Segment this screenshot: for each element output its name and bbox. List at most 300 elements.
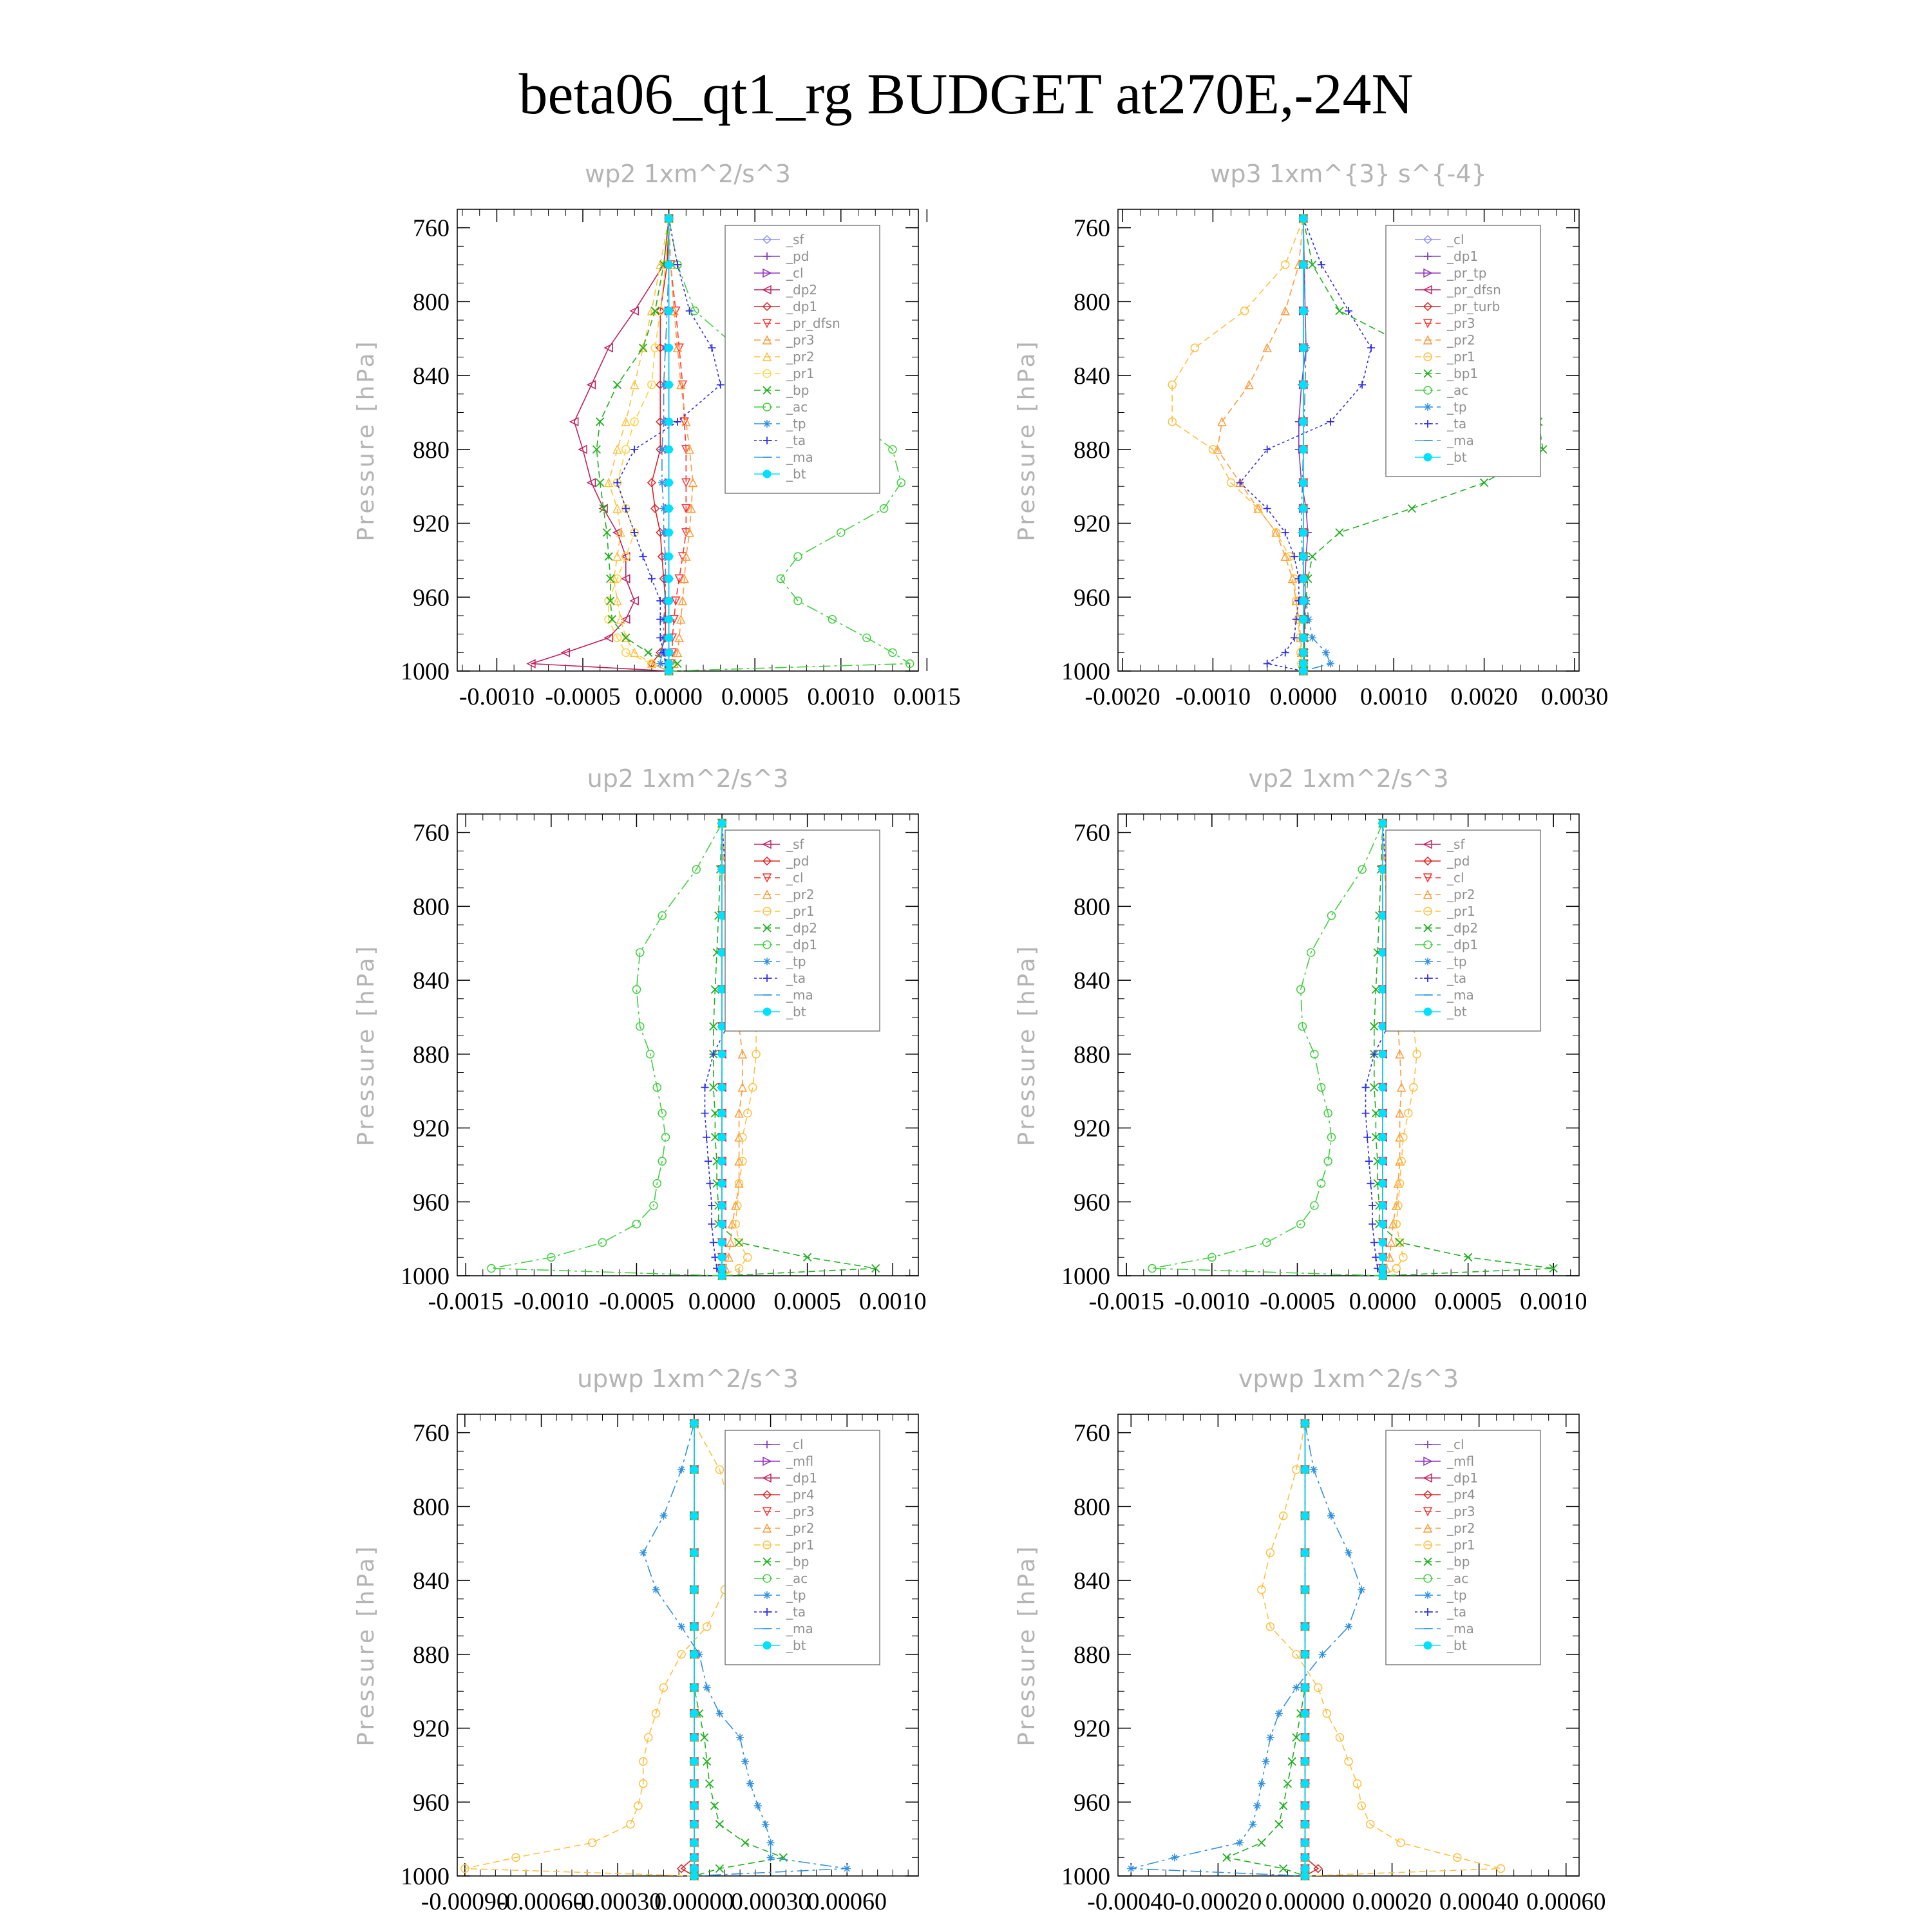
y-tick-label: 1000 bbox=[401, 1263, 450, 1290]
x-tick-label: 0.0005 bbox=[721, 683, 789, 710]
marker bbox=[1379, 949, 1387, 956]
marker bbox=[1249, 1821, 1256, 1828]
marker bbox=[1318, 1180, 1325, 1188]
marker bbox=[1497, 1865, 1504, 1873]
legend-label: _pr4 bbox=[786, 1487, 815, 1502]
marker bbox=[1362, 1083, 1370, 1091]
marker bbox=[1280, 1865, 1287, 1873]
x-tick-label: 0.00020 bbox=[1352, 1888, 1432, 1915]
marker bbox=[1301, 1651, 1309, 1658]
legend bbox=[1386, 1430, 1540, 1665]
y-axis-label: Pressure [hPa] bbox=[353, 339, 379, 542]
marker bbox=[706, 1780, 714, 1788]
marker bbox=[1275, 1821, 1283, 1828]
marker bbox=[1266, 1734, 1274, 1741]
legend-label: _pr_dfsn bbox=[1447, 282, 1501, 298]
legend-label: _bt bbox=[786, 466, 806, 482]
marker bbox=[1396, 1238, 1404, 1246]
marker bbox=[718, 1220, 726, 1228]
x-tick-label: -0.0010 bbox=[1174, 1288, 1250, 1315]
marker bbox=[703, 1133, 710, 1141]
x-tick-label: 0.00000 bbox=[1265, 1888, 1345, 1915]
marker bbox=[1171, 1853, 1179, 1861]
series-line bbox=[1172, 218, 1303, 671]
marker bbox=[1300, 597, 1307, 605]
legend bbox=[1386, 225, 1540, 477]
legend-label: _bt bbox=[1447, 1638, 1467, 1653]
marker bbox=[1379, 1133, 1387, 1141]
marker bbox=[622, 634, 630, 641]
x-tick-label: 0.0020 bbox=[1450, 683, 1518, 710]
x-tick-label: -0.0010 bbox=[459, 683, 535, 710]
y-tick-label: 960 bbox=[413, 584, 450, 612]
marker bbox=[1301, 1419, 1309, 1427]
y-tick-label: 1000 bbox=[401, 1863, 450, 1890]
series-line bbox=[1131, 1423, 1361, 1876]
y-tick-label: 760 bbox=[413, 214, 450, 242]
y-tick-label: 880 bbox=[1074, 1041, 1110, 1068]
marker bbox=[741, 1839, 749, 1846]
marker bbox=[1424, 403, 1432, 411]
x-tick-label: 0.0010 bbox=[1519, 1288, 1587, 1315]
legend-label: _ac bbox=[1447, 1571, 1469, 1586]
marker bbox=[1282, 649, 1289, 656]
marker bbox=[645, 649, 652, 656]
marker bbox=[1301, 1757, 1309, 1765]
marker bbox=[1345, 1757, 1352, 1765]
marker bbox=[1293, 1683, 1300, 1691]
marker bbox=[804, 1253, 811, 1261]
x-tick-label: 0.0000 bbox=[688, 1288, 756, 1315]
legend-label: _tp bbox=[786, 954, 806, 969]
series-dp2 bbox=[527, 214, 673, 675]
marker bbox=[746, 1780, 754, 1788]
marker bbox=[767, 1839, 775, 1846]
y-tick-label: 880 bbox=[413, 1641, 450, 1669]
legend-label: _ta bbox=[786, 971, 806, 986]
marker bbox=[665, 418, 673, 426]
marker bbox=[718, 819, 726, 827]
marker bbox=[690, 1821, 698, 1828]
marker bbox=[639, 1549, 647, 1557]
y-tick-label: 920 bbox=[413, 1715, 450, 1743]
marker bbox=[843, 1865, 851, 1873]
panel-title: wp3 1xm^{3} s^{-4} bbox=[1210, 160, 1487, 188]
legend-label: _ta bbox=[786, 433, 806, 448]
marker bbox=[1262, 1757, 1270, 1765]
marker bbox=[690, 1865, 698, 1873]
series-line bbox=[1152, 823, 1383, 1276]
series-bt bbox=[1301, 1419, 1309, 1880]
marker bbox=[718, 866, 726, 873]
legend-label: _pr_tp bbox=[1447, 265, 1487, 281]
x-tick-label: 0.0000 bbox=[1349, 1288, 1417, 1315]
marker bbox=[718, 1202, 726, 1209]
marker bbox=[1327, 1512, 1335, 1520]
chart-panel-2 bbox=[1014, 160, 1608, 710]
marker bbox=[665, 616, 673, 623]
legend-label: _pr2 bbox=[1447, 1520, 1475, 1536]
marker bbox=[763, 1642, 771, 1649]
marker bbox=[1311, 1050, 1318, 1058]
y-tick-label: 880 bbox=[1074, 436, 1110, 464]
marker bbox=[1282, 529, 1289, 536]
legend-label: _bt bbox=[1447, 1004, 1467, 1019]
marker bbox=[1322, 649, 1330, 656]
marker bbox=[1300, 478, 1307, 486]
x-tick-label: 0.0010 bbox=[807, 683, 875, 710]
legend-label: _tp bbox=[1447, 399, 1467, 415]
marker bbox=[1301, 1802, 1309, 1810]
marker bbox=[1379, 1238, 1387, 1246]
marker bbox=[1424, 1642, 1432, 1649]
series-line bbox=[465, 1423, 745, 1876]
y-tick-label: 760 bbox=[413, 1419, 450, 1447]
legend-label: _dp2 bbox=[786, 282, 818, 298]
legend-label: _bp bbox=[1447, 1554, 1470, 1569]
x-tick-label: -0.0015 bbox=[1088, 1288, 1164, 1315]
marker bbox=[1300, 307, 1307, 315]
marker bbox=[701, 1734, 708, 1741]
legend bbox=[725, 1430, 880, 1665]
marker bbox=[1379, 1023, 1387, 1030]
legend-label: _pr2 bbox=[1447, 332, 1475, 348]
legend-label: _pd bbox=[786, 249, 810, 264]
series-bp bbox=[592, 214, 681, 675]
marker bbox=[1318, 261, 1325, 269]
marker bbox=[1424, 958, 1432, 965]
marker bbox=[1300, 344, 1307, 352]
marker bbox=[710, 1238, 717, 1246]
y-tick-label: 960 bbox=[413, 1189, 450, 1217]
y-tick-label: 760 bbox=[1074, 819, 1110, 847]
marker bbox=[665, 660, 673, 668]
legend-label: _cl bbox=[786, 265, 804, 281]
marker bbox=[1258, 1839, 1265, 1846]
y-tick-label: 1000 bbox=[1061, 1263, 1110, 1290]
y-axis-label: Pressure [hPa] bbox=[1014, 1544, 1040, 1747]
marker bbox=[1300, 553, 1307, 560]
marker bbox=[1379, 1110, 1387, 1117]
marker bbox=[718, 949, 726, 956]
series-tp bbox=[1127, 1419, 1365, 1880]
marker bbox=[1327, 418, 1334, 426]
y-tick-label: 960 bbox=[1074, 1189, 1110, 1217]
marker bbox=[1379, 1083, 1387, 1091]
marker bbox=[659, 1683, 667, 1691]
marker bbox=[706, 1180, 714, 1188]
x-tick-label: -0.0005 bbox=[1259, 1288, 1336, 1315]
series-pr2 bbox=[1213, 214, 1307, 675]
legend-label: _pr1 bbox=[786, 366, 815, 381]
y-tick-label: 840 bbox=[1074, 967, 1110, 995]
marker bbox=[762, 1821, 770, 1828]
legend-label: _dp1 bbox=[786, 937, 818, 952]
marker bbox=[665, 478, 673, 486]
x-tick-label: -0.00040 bbox=[1087, 1888, 1175, 1915]
legend-label: _ac bbox=[1447, 383, 1469, 398]
marker bbox=[690, 1512, 698, 1520]
x-tick-label: 0.00040 bbox=[1439, 1888, 1519, 1915]
marker bbox=[1191, 344, 1198, 352]
legend-label: _ma bbox=[786, 987, 813, 1003]
marker bbox=[690, 1757, 698, 1765]
marker bbox=[1300, 575, 1307, 583]
marker bbox=[1301, 1512, 1309, 1520]
marker bbox=[659, 1512, 667, 1520]
legend-label: _dp1 bbox=[1447, 937, 1479, 952]
marker bbox=[708, 1202, 715, 1209]
marker bbox=[1241, 307, 1249, 315]
marker bbox=[1301, 1839, 1309, 1846]
marker bbox=[741, 1757, 749, 1765]
marker bbox=[1379, 1050, 1387, 1058]
marker bbox=[665, 667, 673, 675]
series-line bbox=[1217, 218, 1303, 671]
legend-label: _ta bbox=[1447, 416, 1467, 431]
marker bbox=[622, 649, 630, 656]
legend-label: _pr1 bbox=[1447, 349, 1475, 365]
marker bbox=[1264, 505, 1271, 513]
x-tick-label: 0.0005 bbox=[1434, 1288, 1502, 1315]
marker bbox=[677, 1623, 685, 1631]
marker bbox=[1464, 1253, 1472, 1261]
marker bbox=[665, 344, 673, 352]
marker bbox=[718, 1157, 726, 1165]
marker bbox=[1345, 1549, 1352, 1557]
legend-label: _pr2 bbox=[1447, 887, 1475, 902]
marker bbox=[665, 446, 673, 453]
legend-label: _tp bbox=[1447, 954, 1467, 969]
marker bbox=[1301, 1549, 1309, 1557]
marker bbox=[1291, 553, 1298, 560]
marker bbox=[690, 1802, 698, 1810]
y-tick-label: 960 bbox=[413, 1789, 450, 1817]
marker bbox=[634, 1802, 642, 1810]
marker bbox=[718, 1180, 726, 1188]
marker bbox=[632, 1220, 640, 1228]
marker bbox=[1301, 1734, 1309, 1741]
y-tick-label: 1000 bbox=[401, 658, 450, 685]
marker bbox=[1301, 1623, 1309, 1631]
marker bbox=[705, 1157, 712, 1165]
legend-label: _ta bbox=[1447, 971, 1467, 986]
x-tick-label: -0.0005 bbox=[545, 683, 621, 710]
legend-label: _ma bbox=[786, 1621, 813, 1636]
y-tick-label: 760 bbox=[1074, 214, 1110, 242]
marker bbox=[1288, 1757, 1296, 1765]
marker bbox=[690, 1734, 698, 1741]
series-pr4 bbox=[677, 1419, 698, 1880]
legend-label: _cl bbox=[1447, 232, 1464, 247]
figure-title: beta06_qt1_rg BUDGET at270E,-24N bbox=[518, 62, 1414, 126]
marker bbox=[718, 1050, 726, 1058]
series-pr3 bbox=[665, 214, 697, 675]
marker bbox=[1370, 1238, 1378, 1246]
x-tick-label: -0.00030 bbox=[574, 1888, 662, 1915]
x-tick-label: -0.00090 bbox=[421, 1888, 509, 1915]
marker bbox=[1300, 616, 1307, 623]
panel-title: vpwp 1xm^2/s^3 bbox=[1238, 1365, 1459, 1393]
marker bbox=[665, 381, 673, 388]
marker bbox=[613, 381, 621, 388]
marker bbox=[1301, 1865, 1309, 1873]
marker bbox=[718, 1023, 726, 1030]
legend-label: _tp bbox=[1447, 1587, 1467, 1603]
y-axis-label: Pressure [hPa] bbox=[1014, 339, 1040, 542]
panel-title: vp2 1xm^2/s^3 bbox=[1248, 764, 1449, 793]
marker bbox=[589, 1839, 596, 1846]
marker bbox=[794, 553, 802, 560]
marker bbox=[1358, 1586, 1365, 1593]
y-tick-label: 920 bbox=[1074, 1115, 1110, 1142]
marker bbox=[1424, 1008, 1432, 1016]
marker bbox=[656, 616, 664, 623]
legend-label: _cl bbox=[786, 870, 804, 886]
marker bbox=[1300, 446, 1307, 453]
marker bbox=[677, 1466, 685, 1473]
y-tick-label: 1000 bbox=[1061, 1863, 1110, 1890]
legend-label: _ta bbox=[786, 1604, 806, 1620]
marker bbox=[1314, 1683, 1322, 1691]
marker bbox=[652, 1586, 660, 1593]
legend-label: _ac bbox=[786, 399, 808, 415]
legend-label: _bt bbox=[1447, 450, 1467, 465]
marker bbox=[1309, 261, 1316, 269]
y-tick-label: 840 bbox=[413, 967, 450, 995]
legend-label: _ma bbox=[1447, 1621, 1474, 1636]
legend-label: _ma bbox=[1447, 987, 1474, 1003]
marker bbox=[718, 1272, 726, 1280]
x-tick-label: -0.0010 bbox=[1175, 683, 1251, 710]
series-line bbox=[1227, 1423, 1305, 1876]
marker bbox=[1300, 529, 1307, 536]
marker bbox=[1424, 453, 1432, 461]
x-tick-label: 0.00000 bbox=[654, 1888, 734, 1915]
panel-title: up2 1xm^2/s^3 bbox=[587, 764, 789, 793]
legend-label: _cl bbox=[1447, 1437, 1464, 1452]
legend-label: _pr3 bbox=[1447, 316, 1475, 331]
x-tick-label: 0.00060 bbox=[807, 1888, 887, 1915]
marker bbox=[1397, 1839, 1405, 1846]
legend-label: _bt bbox=[786, 1638, 806, 1653]
y-tick-label: 840 bbox=[1074, 1567, 1110, 1595]
marker bbox=[690, 1466, 698, 1473]
marker bbox=[1379, 866, 1387, 873]
legend-label: _pr3 bbox=[786, 1504, 815, 1519]
marker bbox=[1301, 1710, 1309, 1718]
legend-label: _dp1 bbox=[786, 1470, 818, 1486]
marker bbox=[1264, 660, 1271, 668]
marker bbox=[690, 1853, 698, 1861]
marker bbox=[1336, 529, 1343, 536]
y-axis-label: Pressure [hPa] bbox=[353, 943, 379, 1146]
marker bbox=[690, 1683, 698, 1691]
y-tick-label: 920 bbox=[1074, 1715, 1110, 1743]
y-tick-label: 880 bbox=[1074, 1641, 1110, 1669]
series-pr1 bbox=[1168, 214, 1307, 675]
marker bbox=[1368, 1202, 1376, 1209]
legend-label: _pr3 bbox=[1447, 1504, 1475, 1519]
marker bbox=[1275, 1710, 1283, 1718]
marker bbox=[665, 307, 673, 315]
y-tick-label: 760 bbox=[413, 819, 450, 847]
legend-label: _tp bbox=[786, 416, 806, 431]
marker bbox=[1481, 478, 1488, 486]
marker bbox=[1301, 1872, 1309, 1880]
y-tick-label: 840 bbox=[413, 363, 450, 390]
marker bbox=[763, 1008, 771, 1016]
marker bbox=[718, 1253, 726, 1261]
legend-label: _pr_dfsn bbox=[786, 316, 840, 331]
marker bbox=[690, 1651, 698, 1658]
marker bbox=[1311, 1202, 1318, 1209]
series-pr1 bbox=[461, 1419, 749, 1880]
legend-label: _dp1 bbox=[786, 299, 818, 314]
marker bbox=[1345, 1623, 1352, 1631]
legend-label: _tp bbox=[786, 1587, 806, 1603]
marker bbox=[1424, 1591, 1432, 1599]
marker bbox=[690, 1780, 698, 1788]
marker bbox=[1301, 1466, 1309, 1473]
marker bbox=[1365, 1157, 1373, 1165]
legend-label: _sf bbox=[786, 837, 804, 852]
marker bbox=[690, 1710, 698, 1718]
marker bbox=[665, 529, 673, 536]
x-tick-label: -0.0005 bbox=[598, 1288, 675, 1315]
marker bbox=[690, 1586, 698, 1593]
marker bbox=[1127, 1865, 1135, 1873]
marker bbox=[665, 597, 673, 605]
y-tick-label: 800 bbox=[1074, 893, 1110, 921]
marker bbox=[703, 1623, 711, 1631]
marker bbox=[767, 1853, 775, 1861]
legend-label: _ta bbox=[1447, 1604, 1467, 1620]
legend-label: _mfl bbox=[786, 1454, 814, 1469]
marker bbox=[648, 575, 656, 583]
marker bbox=[690, 1839, 698, 1846]
marker bbox=[763, 1591, 771, 1599]
marker bbox=[1379, 1265, 1387, 1273]
marker bbox=[1379, 1220, 1387, 1228]
marker bbox=[1300, 418, 1307, 426]
y-tick-label: 840 bbox=[1074, 363, 1110, 390]
marker bbox=[639, 344, 647, 352]
legend-label: _ma bbox=[1447, 433, 1474, 448]
marker bbox=[1300, 634, 1307, 641]
marker bbox=[1408, 505, 1416, 513]
marker bbox=[1236, 1839, 1244, 1846]
x-tick-label: -0.00060 bbox=[497, 1888, 585, 1915]
x-tick-label: 0.0015 bbox=[893, 683, 961, 710]
marker bbox=[1379, 1180, 1387, 1188]
marker bbox=[715, 1821, 723, 1828]
legend-label: _cl bbox=[786, 1437, 804, 1452]
legend-label: _pr_turb bbox=[1447, 299, 1501, 314]
y-axis-label: Pressure [hPa] bbox=[353, 1544, 379, 1747]
y-tick-label: 800 bbox=[1074, 1493, 1110, 1521]
marker bbox=[665, 261, 673, 269]
legend bbox=[1386, 830, 1540, 1031]
marker bbox=[1362, 1110, 1370, 1117]
series-line bbox=[531, 218, 669, 671]
marker bbox=[598, 1238, 606, 1246]
legend-label: _bp bbox=[786, 383, 810, 398]
chart-panel-6 bbox=[1014, 1365, 1605, 1915]
marker bbox=[1300, 505, 1307, 513]
marker bbox=[763, 470, 771, 478]
marker bbox=[1358, 381, 1366, 388]
